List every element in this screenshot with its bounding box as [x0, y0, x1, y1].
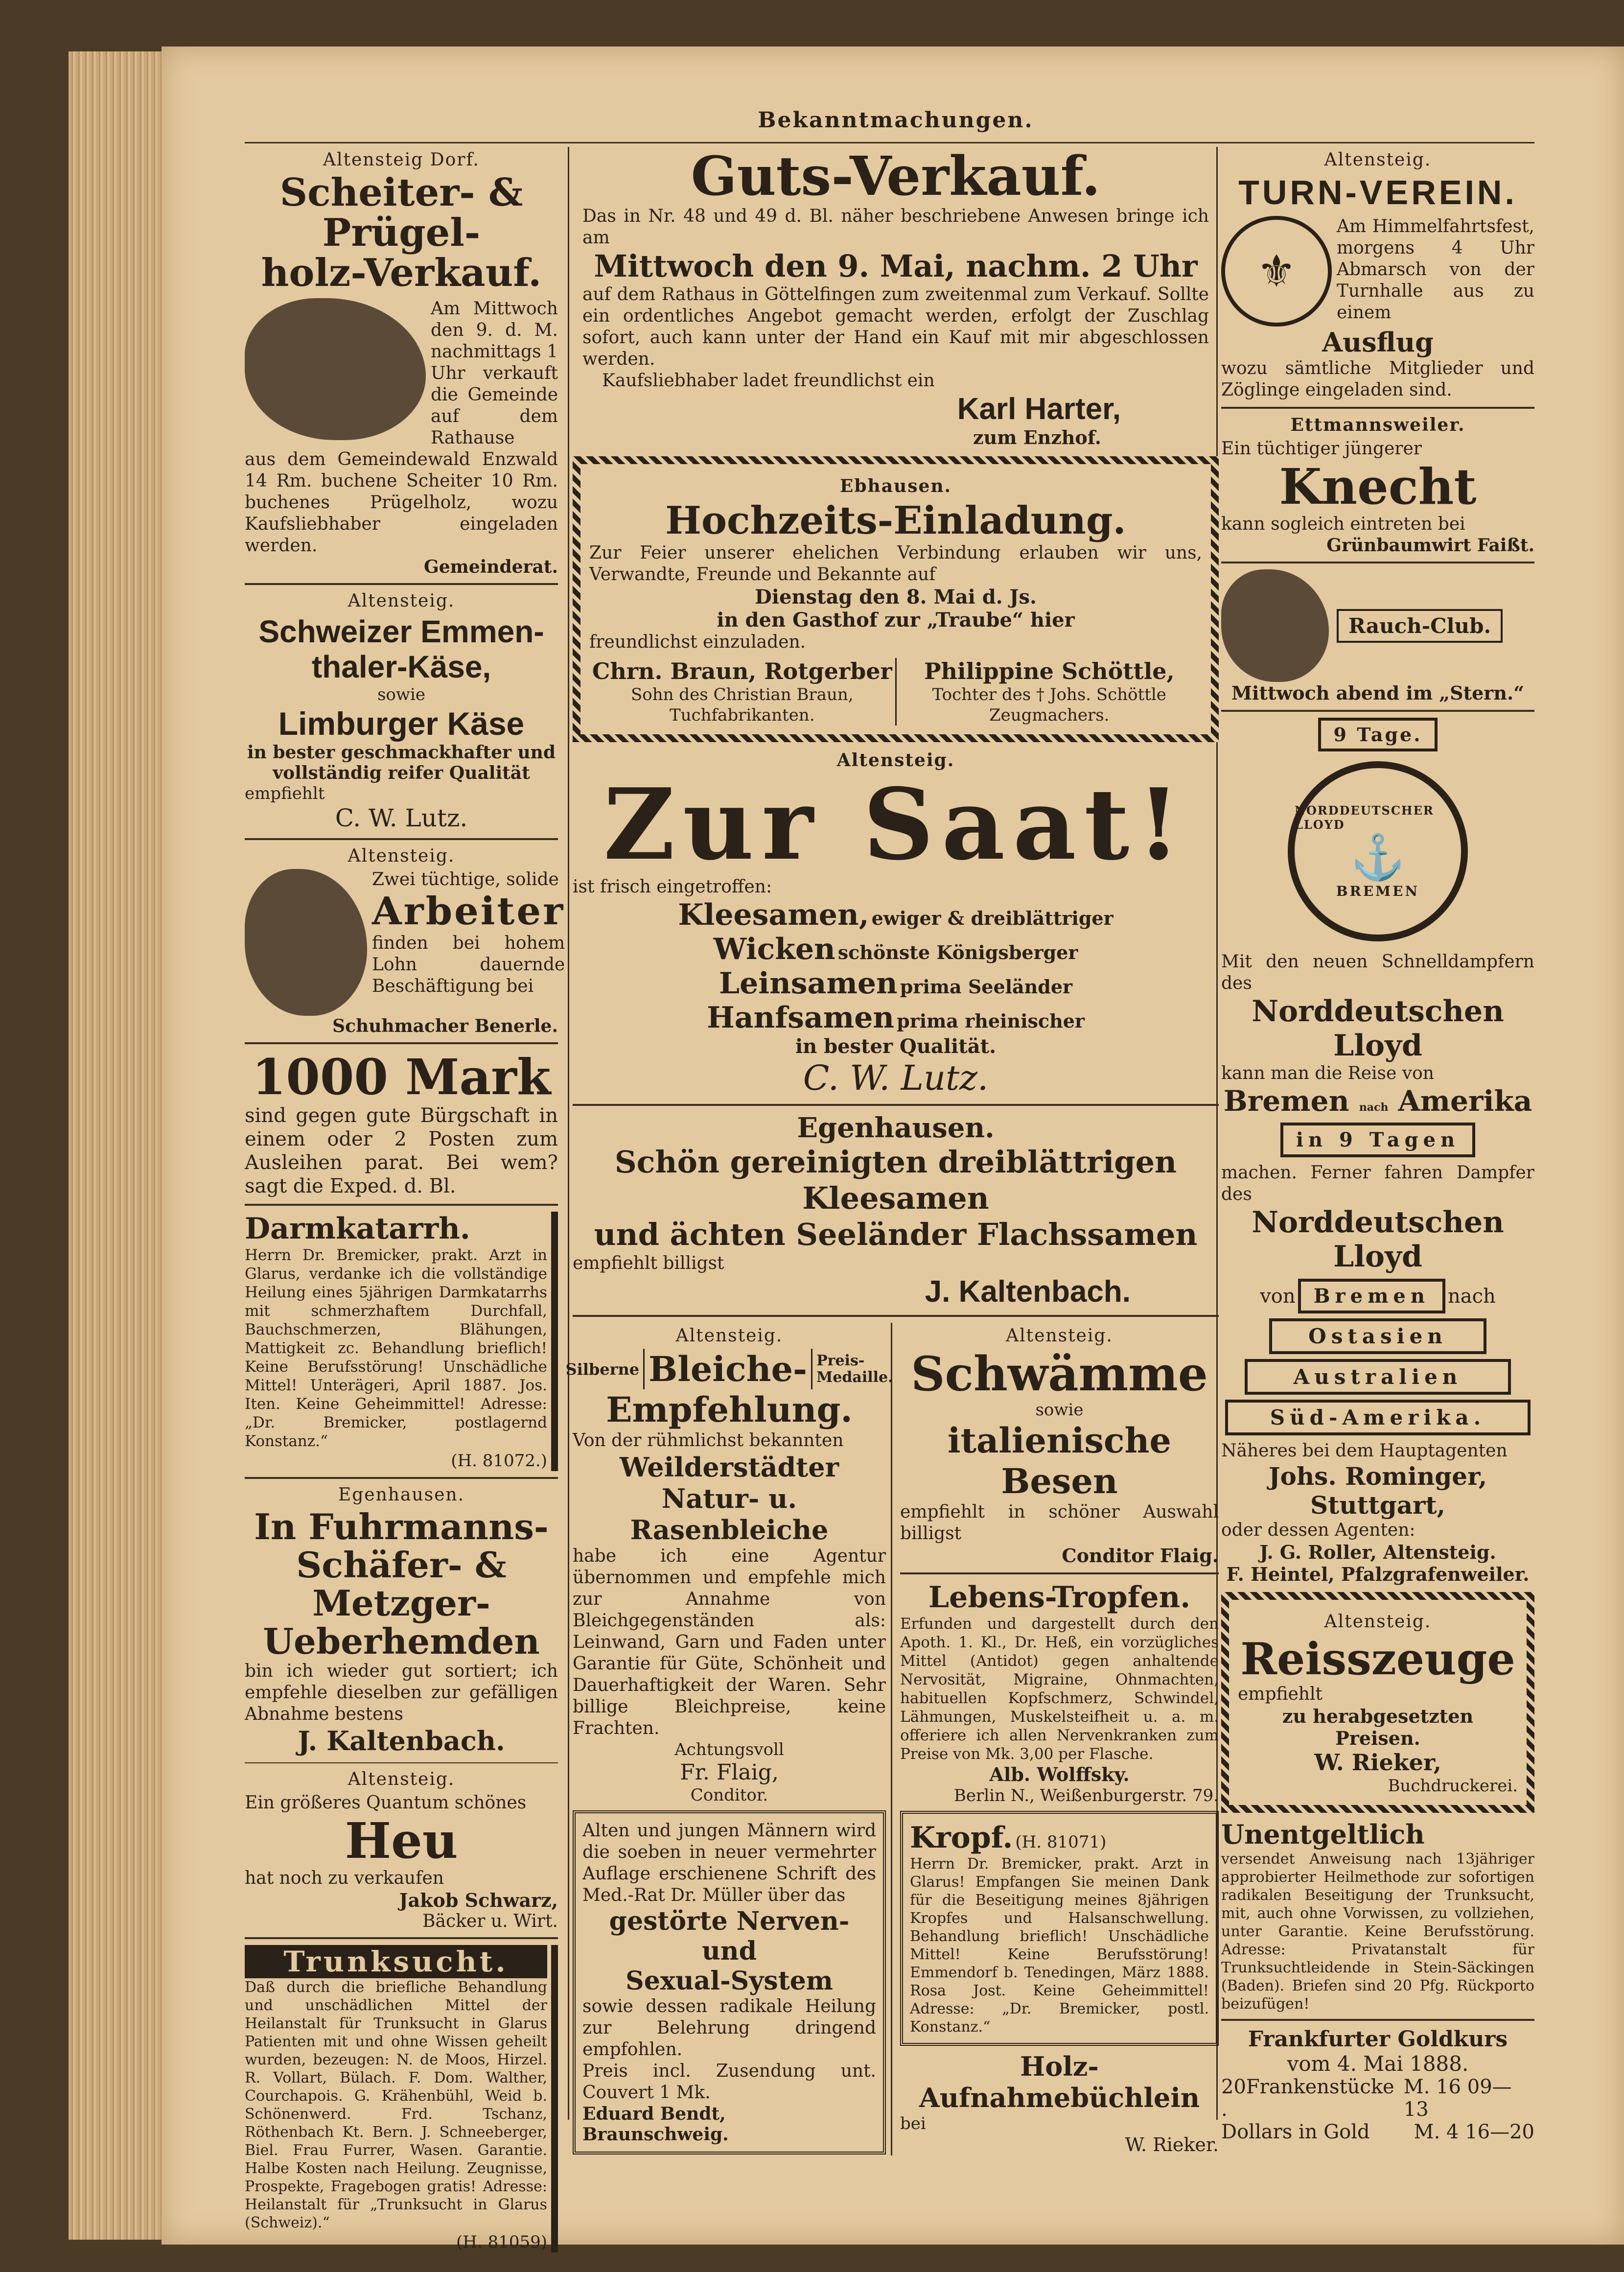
ad-signature: Alb. Wolffsky.	[989, 1763, 1130, 1785]
ad-title-2: thaler-Käse,	[311, 649, 491, 684]
ad-rauch-club	[1221, 569, 1534, 704]
ad-text: Zur Feier unserer ehelichen Verbindung erlauben wir uns, Verwandte, Freunde und Bekannte auf	[589, 543, 1202, 585]
book-page-edges	[69, 51, 166, 2240]
ad-title: Schweizer Emmen-	[258, 614, 544, 649]
place-label: Altensteig Dorf.	[323, 150, 480, 170]
ad-title-2: holz-Verkauf.	[261, 251, 542, 295]
ad-signature: Fr. Flaig,	[680, 1760, 779, 1785]
ad-title: In Fuhrmanns-	[254, 1506, 549, 1547]
ad-title-2: Empfehlung.	[606, 1389, 853, 1430]
medal-left: Silberne	[565, 1359, 640, 1379]
ad-signature: Eduard Bendt, Braunschweig.	[582, 2104, 729, 2145]
seed-leinsamen: Leinsamen	[719, 966, 898, 1001]
ad-signature: J. Kaltenbach.	[298, 1725, 505, 1757]
ad-scheiter	[245, 150, 558, 577]
ad-text: Herrn Dr. Bremicker, prakt. Arzt in Glarus! Empfangen Sie meinen Dank für die Beseitigung meines 8jährigen Kropfes und Halsanschwellung. Behandlung brieflich! Unschädliche Mittel! Keine Berufsstörung! Emmendorf b. Tenedingen, März 1888. Rosa Jost. Keine Geheimmittel! Adresse: „Dr. Bremicker, postl. Konstanz.“	[910, 1855, 1209, 2036]
ad-signature: C. W. Lutz.	[335, 804, 468, 832]
agent-name: Johs. Rominger,	[1268, 1462, 1487, 1491]
ad-text-4: Näheres bei dem Hauptagenten	[1221, 1441, 1508, 1461]
groom-line-3: Tuchfabrikanten.	[669, 705, 815, 725]
ad-text: Daß durch die briefliche Behandlung und unschädlichen Mittel der Heilanstalt für Trunksucht in Glarus Patienten mit und ohne Wissen geheilt wurden, bezeugen: N. de Moos, Hirzel. R. Vollart, Bülach. F. Dom. Walther, Courchapois. G. Krähenbühl, Weid b. Schönenwerd. Frd. Tschanz, Röthenbach Kt. Bern. J. Schneeberger, Biel. Frau Furrer, Wasen. Garantie. Halbe Kosten nach Heilung. Zeugnisse, Prospekte, Fragebogen gratis! Adresse: Heilanstalt für „Trunksucht in Glarus (Schweiz).“	[245, 1979, 547, 2231]
ad-text: Herrn Dr. Bremicker, prakt. Arzt in Glarus, verdanke ich die vollständige Heilung eines 5jährigen Darmkatarrhs mit schmerzhaftem Durchfall, Bauchschmerzen, Blähungen, Mattigkeit zc. Behandlung brieflich! Keine Berufsstörung! Unschädliche Mittel! Unterägeri, April 1887. Jos. Iten. Keine Geheimmittel! Adresse: „Dr. Bremicker, postlagernd Konstanz.“	[245, 1246, 547, 1450]
ad-text: empfiehlt in schöner Auswahl billigst	[900, 1502, 1219, 1544]
medal-right-2: Medaille.	[816, 1368, 893, 1386]
woodcut-smoker-image	[1221, 569, 1329, 682]
ad-signature: W. Rieker,	[1314, 1749, 1441, 1776]
ad-kropf	[900, 1811, 1219, 2046]
lower-grid	[565, 1323, 1219, 2155]
ad-text: Am Mittwoch den 9. d. M. nachmittags 1 Uhr verkauft die Gemeinde auf dem Rathause	[431, 299, 558, 448]
seed-kleesamen-desc: ewiger & dreiblättriger	[871, 907, 1114, 929]
ad-title: Reisszeuge	[1240, 1633, 1515, 1685]
ad-title: Heu	[345, 1812, 458, 1870]
ad-1000-mark	[245, 1050, 558, 1198]
top-rule	[245, 142, 1534, 143]
seed-hanfsamen-desc: prima rheinischer	[897, 1010, 1085, 1032]
ad-signature: C. W. Lutz.	[803, 1058, 989, 1098]
ad-knecht	[1221, 415, 1534, 556]
ad-text-sowie: sowie	[1035, 1400, 1084, 1420]
column-rule-1	[568, 147, 569, 2120]
sub-agent-2: F. Heintel, Pfalzgrafenweiler.	[1226, 1563, 1530, 1585]
ad-text-2: finden bei hohem Lohn dauernde Beschäftigung bei	[372, 933, 565, 996]
company-name-2: Norddeutschen Lloyd	[1252, 1205, 1504, 1274]
ad-text-5: oder dessen Agenten:	[1221, 1520, 1415, 1540]
turner-emblem-icon: ⚜	[1221, 216, 1332, 327]
ad-signature: J. Kaltenbach.	[925, 1275, 1131, 1309]
ad-title-2: und ächten Seeländer Flachssamen	[594, 1217, 1198, 1252]
bride-name: Philippine Schöttle,	[924, 658, 1175, 684]
place-label: Altensteig.	[675, 1326, 783, 1346]
place-label: Altensteig.	[1324, 1612, 1432, 1632]
groom-line-2: Sohn des Christian Braun,	[630, 685, 854, 704]
route-von: von	[1260, 1285, 1296, 1308]
woodcut-shoemaker-image	[245, 869, 367, 1016]
ad-text-2: wozu sämtliche Mitglieder und Zöglinge eingeladen sind.	[1221, 358, 1534, 400]
ad-title: Lebens-Tropfen.	[928, 1580, 1191, 1615]
place-label: Altensteig.	[1006, 1326, 1113, 1346]
ad-guts-verkauf	[573, 144, 1219, 448]
ad-text-empfiehlt: empfiehlt	[245, 784, 325, 803]
ad-text-3: Preis incl. Zusendung unt. Couvert 1 Mk.	[582, 2061, 876, 2103]
route-to: Amerika	[1398, 1084, 1532, 1118]
ad-text: Am Himmelfahrtsfest, morgens 4 Uhr Abmarsch von der Turnhalle aus zu einem	[1337, 216, 1534, 323]
ad-text: empfiehlt	[1238, 1684, 1322, 1704]
ad-title: Arbeiter	[372, 889, 565, 934]
ad-signature: Jakob Schwarz,	[399, 1889, 558, 1911]
ad-holz-aufnahme	[900, 2051, 1219, 2155]
seed-wicken: Wicken	[713, 932, 835, 966]
kurs-row	[1221, 2121, 1534, 2143]
column-middle	[565, 144, 1219, 2155]
place-label: Egenhausen.	[338, 1485, 465, 1505]
ad-code: (H. 81072.)	[451, 1451, 547, 1471]
destination-sued-amerika: Süd-Amerika.	[1225, 1400, 1531, 1435]
emblem-ring-text-2: BREMEN	[1336, 883, 1420, 899]
seed-hanfsamen: Hanfsamen	[707, 1001, 895, 1035]
ad-text: sind gegen gute Bürgschaft in einem oder 2 Posten zum Ausleihen parat. Bei wem? sagt die Exped. d. Bl.	[245, 1104, 558, 1197]
ad-text-2: auf dem Rathaus in Göttelfingen zum zweitenmal zum Verkauf. Sollte ein ordentliches Angebot gemacht werden, erfolgt der Zuschlag sofort, auch kann unter der Hand ein Kauf mit mir abgeschlossen werden.	[582, 284, 1209, 369]
ad-norddeutscher-lloyd	[1221, 718, 1534, 1585]
anchor-icon: ⚓	[1350, 832, 1406, 883]
ad-achtung: Achtungsvoll	[674, 1740, 784, 1759]
ad-kaese	[245, 591, 558, 832]
ad-signature-2: Buchdruckerei.	[1388, 1776, 1518, 1796]
ad-date: Mittwoch den 9. Mai, nachm. 2 Uhr	[594, 248, 1198, 284]
ad-title: Schwämme	[911, 1346, 1208, 1402]
ad-date: vom 4. Mai 1888.	[1287, 2052, 1469, 2076]
company-name: Norddeutschen Lloyd	[1252, 994, 1504, 1063]
ad-title: 1000 Mark	[252, 1048, 551, 1106]
ad-text: ist frisch eingetroffen:	[573, 877, 772, 897]
ad-text-2: aus dem Gemeindewald Enzwald 14 Rm. buchene Scheiter 10 Rm. buchenes Prügelholz, wozu Kaufsliebhaber eingeladen werden.	[245, 449, 558, 556]
groom-block	[589, 658, 897, 726]
place-label: Egenhausen.	[797, 1112, 995, 1144]
medal-right-1: Preis-	[816, 1352, 865, 1369]
ad-text-2: zu herabgesetzten Preisen.	[1282, 1705, 1474, 1749]
rauch-club-sign: Rauch-Club.	[1337, 609, 1503, 643]
ad-darmkatarrh	[245, 1212, 558, 1471]
ad-text: Zwei tüchtige, solide	[372, 869, 559, 890]
route-bremen: Bremen	[1298, 1279, 1445, 1313]
ad-text-3: machen. Ferner fahren Dampfer des	[1221, 1163, 1534, 1204]
ad-title: Guts-Verkauf.	[691, 144, 1101, 208]
ad-address: Berlin N., Weißenburgerstr. 79.	[953, 1786, 1219, 1805]
ad-big-2: Rasenbleiche	[630, 1514, 829, 1546]
place-label: Altensteig.	[348, 591, 455, 611]
place-label: Altensteig.	[1324, 150, 1432, 170]
ad-signature: Grünbaumwirt Faißt.	[1326, 535, 1534, 556]
route-from: Bremen	[1223, 1084, 1349, 1118]
woodcut-woodcutters-image	[245, 298, 426, 440]
ad-signature: Gemeinderat.	[423, 557, 558, 577]
seed-kleesamen: Kleesamen,	[678, 898, 869, 932]
place-label: Ebhausen.	[839, 476, 952, 496]
duration-badge: in 9 Tagen	[1280, 1123, 1475, 1157]
ad-title-2: italienische Besen	[948, 1420, 1171, 1501]
lloyd-emblem-icon	[1288, 761, 1468, 941]
kurs-value: M. 4 16—20	[1414, 2121, 1534, 2143]
ad-title: Frankfurter Goldkurs	[1248, 2027, 1508, 2052]
ad-location: in den Gasthof zur „Traube“ hier	[717, 609, 1075, 632]
ad-title: Unentgeltlich	[1221, 1819, 1425, 1850]
ad-unentgeltlich	[1221, 1819, 1534, 2013]
ad-text-2: freundlichst einzuladen.	[589, 632, 806, 652]
ad-signature: W. Rieker.	[1125, 2134, 1219, 2155]
emblem-ring-text: NORDDEUTSCHER LLOYD	[1295, 803, 1434, 832]
ad-turn-verein	[1221, 150, 1534, 401]
ad-schwaemme	[900, 1326, 1219, 1567]
ad-text: Alten und jungen Männern wird die soeben in neuer vermehrter Auflage erschienene Schrift des Med.-Rat Dr. Müller über das	[582, 1821, 876, 1905]
place-label: Altensteig.	[348, 846, 455, 866]
ad-text: Mit den neuen Schnelldampfern des	[1221, 952, 1534, 993]
ad-title: Holz-Aufnahmebüchlein	[919, 2051, 1200, 2113]
kurs-value: M. 16 09—13	[1403, 2076, 1512, 2121]
kurs-label: 20Frankenstücke .	[1221, 2076, 1394, 2121]
ad-big-2: Sexual-System	[626, 1966, 833, 1996]
place-label: Altensteig.	[836, 750, 955, 771]
ad-text: Erfunden und dargestellt durch den Apoth. 1. Kl., Dr. Heß, ein vorzügliches Mittel (Antidot) gegen anhaltende Nervosität, Migraine, Ohnmachten, habituellen Kopfschmerz, Schwindel, Lähmungen, Muskelsteifheit u. a. m. offeriere ich allen Nervenkranken zum Preise von Mk. 3,00 per Flasche.	[900, 1615, 1219, 1763]
ad-text-2: sowie dessen radikale Heilung zur Belehrung dringend empfohlen.	[582, 1996, 876, 2060]
ad-title-2: Ausflug	[1322, 327, 1434, 358]
agent-city: Stuttgart,	[1310, 1491, 1445, 1520]
ad-text: Mittwoch abend im „Stern.“	[1231, 682, 1525, 704]
groom-name: Chrn. Braun, Rotgerber	[592, 658, 892, 684]
sub-agent-1: J. G. Roller, Altensteig.	[1259, 1541, 1496, 1563]
ad-text: Ein tüchtiger jüngerer	[1221, 439, 1422, 459]
ad-goldkurs	[1221, 2027, 1534, 2143]
ad-arbeiter	[245, 846, 565, 1036]
bride-line-3: Zeugmachers.	[989, 705, 1110, 725]
ad-zur-saat	[573, 750, 1219, 1098]
days-badge: 9 Tage.	[1318, 718, 1438, 751]
seed-leinsamen-desc: prima Seeländer	[900, 976, 1073, 998]
ad-text-2: kann sogleich eintreten bei	[1221, 514, 1465, 534]
ad-signature: Conditor Flaig.	[1062, 1545, 1219, 1567]
ad-title: Kropf.	[910, 1821, 1013, 1855]
lower-left	[565, 1323, 893, 2155]
ad-text-2: hat noch zu verkaufen	[245, 1868, 444, 1888]
ad-text: versendet Anweisung nach 13jähriger approbierter Heilmethode zur sofortigen radikalen Beseitigung der Trunksucht, mit, auch ohne Vorwissen, zu vollziehen, unter Garantie. Keine Berufsstörung. Adresse: Privatanstalt für Trunksuchtleidende in Stein-Säckingen (Baden). Briefen sind 20 Pfg. Rückporto beizufügen!	[1221, 1850, 1534, 2013]
ad-hochzeit	[573, 456, 1219, 742]
ad-signature-2: zum Enzhof.	[973, 426, 1101, 448]
place-label: Ettmannsweiler.	[1290, 415, 1465, 435]
lower-right	[900, 1323, 1219, 2155]
ad-code: (H. 81059)	[456, 2232, 547, 2252]
ad-title: Schön gereinigten dreiblättrigen Kleesamen	[614, 1144, 1177, 1216]
ad-signature: Schuhmacher Benerle.	[332, 1016, 558, 1036]
ad-signature-2: Conditor.	[690, 1785, 768, 1805]
ad-title: Scheiter- & Prügel-	[279, 170, 523, 255]
ad-text-3: Kaufsliebhaber ladet freundlichst ein	[602, 371, 935, 391]
ad-title: TURN-VEREIN.	[1238, 173, 1517, 211]
ad-maenner	[573, 1810, 886, 2155]
ad-ueberhemden	[245, 1485, 558, 1757]
ad-text: bin ich wieder gut sortiert; ich empfehle dieselben zur gefälligen Abnahme bestens	[245, 1661, 558, 1724]
ad-big-1: Weilderstädter Natur- u.	[619, 1452, 839, 1514]
ad-big-1: gestörte Nerven- und	[609, 1906, 850, 1966]
ad-text: in bester geschmackhafter und vollständig reifer Qualität	[247, 742, 556, 783]
seed-wicken-desc: schönste Königsberger	[837, 941, 1078, 963]
ad-title: Hochzeits-Einladung.	[665, 498, 1126, 543]
destination-australien: Australien	[1245, 1359, 1511, 1395]
place-label: Altensteig.	[348, 1769, 455, 1789]
ad-title: Zur Saat!	[603, 767, 1188, 882]
destination-ostasien: Ostasien	[1269, 1318, 1486, 1354]
masthead: Bekanntmachungen.	[758, 108, 1034, 133]
column-left	[245, 147, 565, 2252]
route-nach-2: nach	[1448, 1285, 1496, 1308]
ad-signature-2: Bäcker u. Wirt.	[422, 1911, 558, 1931]
ad-title: Darmkatarrh.	[245, 1212, 470, 1246]
ad-text: empfiehlt billigst	[573, 1253, 724, 1273]
ad-text-2: kann man die Reise von	[1221, 1063, 1434, 1083]
ad-text: Das in Nr. 48 und 49 d. Bl. näher beschriebene Anwesen bringe ich am	[582, 206, 1209, 248]
ad-lebens-tropfen	[900, 1580, 1219, 1806]
bride-block	[897, 658, 1203, 726]
ad-text-sowie: sowie	[377, 685, 425, 704]
kurs-label: Dollars in Gold	[1221, 2121, 1370, 2143]
ad-text: Ein größeres Quantum schönes	[245, 1793, 527, 1813]
ad-date: Dienstag den 8. Mai d. Js.	[755, 586, 1037, 609]
ad-title-3: Limburger Käse	[278, 705, 525, 742]
ad-code: (H. 81071)	[1015, 1832, 1107, 1852]
ad-text: Von der rühmlichst bekannten	[573, 1430, 844, 1451]
kurs-row	[1221, 2076, 1534, 2121]
ad-title: Bleiche-	[643, 1349, 812, 1389]
ad-title: Knecht	[1279, 458, 1477, 515]
ad-text-2: habe ich eine Agentur übernommen und empfehle mich zur Annahme von Bleichgegenständen als: Leinwand, Garn und Faden unter Garantie für Güte, Schönheit und Dauerhaftigkeit der Waren. Sehr billige Bleichpreise, keine Frachten.	[573, 1546, 886, 1738]
ad-title: Trunksucht.	[245, 1945, 547, 1978]
ad-trunksucht	[245, 1945, 558, 2252]
route-nach: nach	[1359, 1101, 1389, 1114]
ad-heu	[245, 1769, 558, 1931]
ad-reisszeuge	[1221, 1592, 1534, 1813]
ad-bleiche	[565, 1326, 893, 1805]
bride-line-2: Tochter des † Johs. Schöttle	[932, 685, 1166, 704]
ad-text: bei	[900, 2114, 926, 2133]
ad-kleesamen	[573, 1112, 1219, 1309]
ad-signature: Karl Harter,	[957, 392, 1121, 426]
column-right	[1221, 147, 1534, 2143]
ad-title-3: Ueberhemden	[263, 1620, 540, 1662]
ad-quality: in bester Qualität.	[795, 1035, 997, 1058]
ad-title-2: Schäfer- & Metzger-	[296, 1544, 507, 1624]
